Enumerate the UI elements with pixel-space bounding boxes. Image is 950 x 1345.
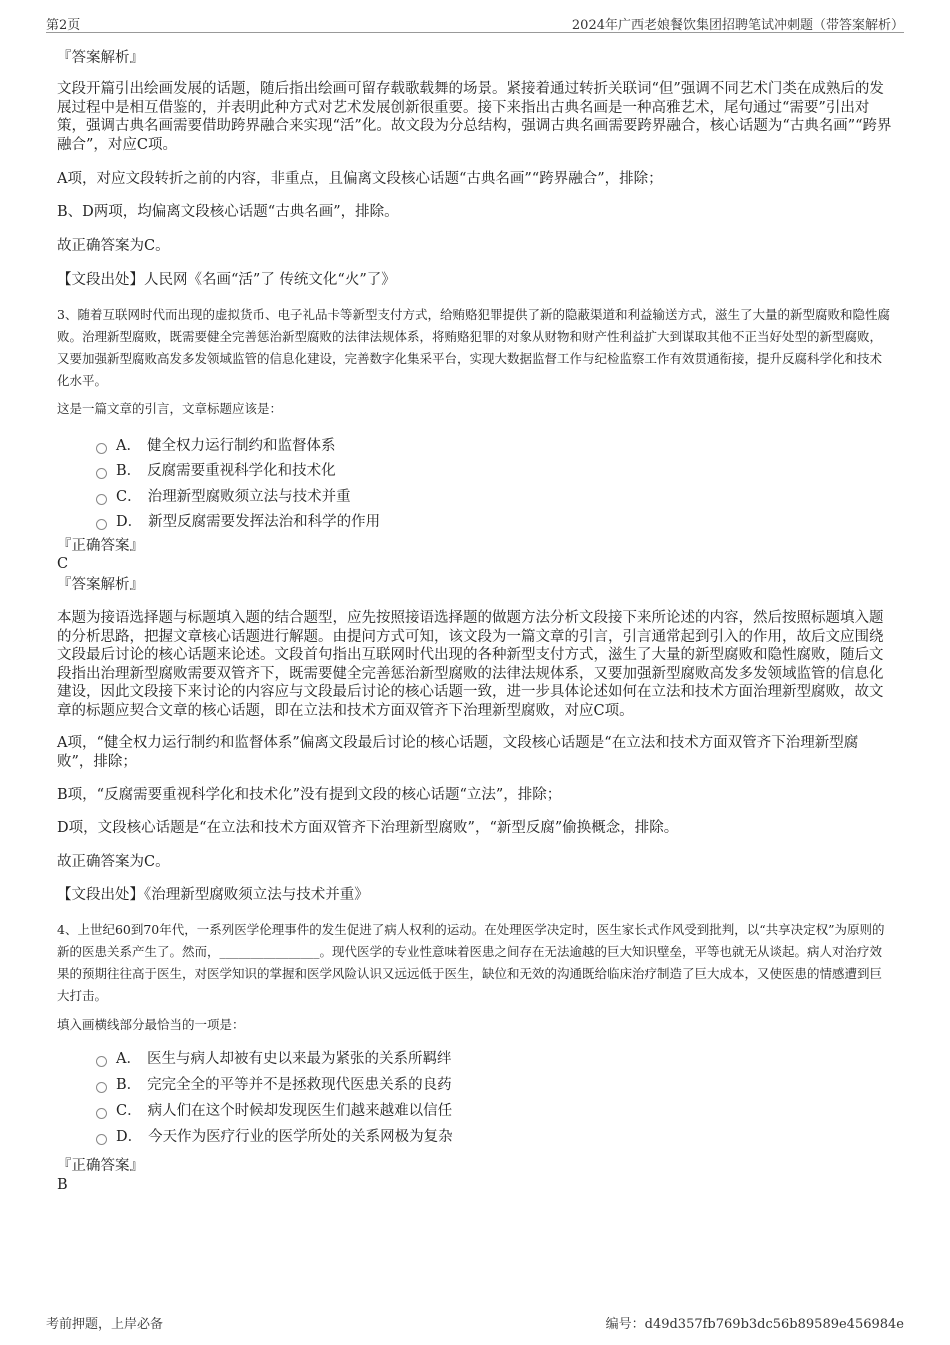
option-letter: A． [116, 438, 141, 454]
q4-stem [57, 919, 892, 1007]
option-letter: B． [116, 1077, 142, 1093]
q3-answer-label: 『正确答案』 [57, 538, 144, 554]
page-number: 第2页 [46, 18, 81, 33]
option-letter: D． [116, 1129, 143, 1145]
option-letter: B． [116, 463, 142, 479]
q4-option-b[interactable] [96, 1075, 452, 1095]
q4-answer-label: 『正确答案』 [57, 1158, 144, 1174]
radio-icon[interactable] [96, 1108, 107, 1119]
option-text: 医生与病人却被有史以来最为紧张的关系所羁绊 [146, 1051, 452, 1067]
q3-option-d[interactable] [96, 512, 380, 532]
q2-source: 【文段出处】人民网《名画“活”了 传统文化“火”了》 [57, 272, 396, 288]
q4-option-c[interactable] [96, 1101, 452, 1121]
document-code [606, 1313, 904, 1332]
q4-option-a[interactable] [96, 1049, 451, 1069]
option-text: 健全权力运行制约和监督体系 [146, 438, 336, 454]
q3-option-a[interactable] [96, 436, 335, 456]
q3-analysis-p2: A项，“健全权力运行制约和监督体系”偏离文段最后讨论的核心话题，文段核心话题是“在立法和技术方面双管齐下治理新型腐败”，排除； [57, 735, 859, 770]
radio-icon[interactable] [96, 468, 107, 479]
q3-analysis-p1: 本题为接语选择题与标题填入题的结合题型，应先按照接语选择题的做题方法分析文段接下来所论述的内容，然后按照标题填入题的分析思路，把握文章核心话题进行解题。由提问方式可知，该文段为一篇文章的引言，引言通常起到引入的作用，故后文应围绕文段最后讨论的核心话题来论述。文段首句指出互联网时代出现的各种新型支付方式，滋生了大量的新型腐败和隐性腐败，随后文段指出治理新型腐败需要双管齐下，既需要健全完善惩治新型腐败的法律法规体系，又要加强新型腐败高发多发领域监管的信息化建设，因此文段接下来讨论的内容应与文段最后讨论的核心话题一致，进一步具体论述如何在立法和技术方面治理新型腐败，故文章的标题应契合文章的核心话题，即在立法和技术方面双管齐下治理新型腐败，对应C项。 [57, 610, 884, 719]
q2-analysis-p3: B、D两项，均偏离文段核心话题“古典名画”，排除。 [57, 204, 399, 220]
q4-blank: ________________ [219, 944, 320, 959]
option-letter: C． [116, 1103, 142, 1119]
q3-analysis-p4: D项，文段核心话题是“在立法和技术方面双管齐下治理新型腐败”，“新型反腐”偷换概念，排除。 [57, 820, 679, 836]
option-letter: A． [116, 1051, 141, 1067]
radio-icon[interactable] [96, 1082, 107, 1093]
option-letter: C． [116, 489, 142, 505]
q3-option-b[interactable] [96, 461, 336, 481]
radio-icon[interactable] [96, 1134, 107, 1145]
q3-analysis-p5: 故正确答案为C。 [57, 854, 170, 870]
page-header [46, 14, 904, 33]
q4-stem-after: 。现代医学的专业性意味着医患之间存在无法逾越的巨大知识壁垒，平等也就无从谈起。病人对治疗效果的预期往往高于医生，对医学知识的掌握和医学风险认识又远远低于医生，缺位和无效的沟通既给临床治疗制造了巨大成本，又使医患的情感遭到巨大打击。 [57, 944, 883, 1003]
q4-question: 填入画横线部分最恰当的一项是： [57, 1017, 245, 1032]
q3-question: 这是一篇文章的引言，文章标题应该是： [57, 401, 283, 416]
document-title: 2024年广西老娘餐饮集团招聘笔试冲刺题（带答案解析） [571, 18, 904, 33]
q3-source: 【文段出处】《治理新型腐败须立法与技术并重》 [57, 887, 369, 903]
q3-analysis-p3: B项，“反腐需要重视科学化和技术化”没有提到文段的核心话题“立法”，排除； [57, 787, 562, 803]
option-text: 病人们在这个时候却发现医生们越来越难以信任 [147, 1103, 453, 1119]
option-letter: D． [116, 514, 143, 530]
q2-analysis-label: 『答案解析』 [57, 50, 144, 66]
q3-option-c[interactable] [96, 487, 351, 507]
radio-icon[interactable] [96, 494, 107, 505]
q4-answer: B [57, 1177, 68, 1193]
code-value: d49d357fb769b3dc56b89589e456984e [644, 1317, 904, 1332]
radio-icon[interactable] [96, 1056, 107, 1067]
q3-stem: 3、随着互联网时代而出现的虚拟货币、电子礼品卡等新型支付方式，给贿赂犯罪提供了新的隐蔽渠道和利益输送方式，滋生了大量的新型腐败和隐性腐败。治理新型腐败，既需要健全完善惩治新型腐败的法律法规体系，将贿赂犯罪的对象从财物和财产性利益扩大到谋取其他不正当好处型的新型腐败，又要加强新型腐败高发多发领域监管的信息化建设，完善数字化集采平台，实现大数据监督工作与纪检监察工作有效贯通衔接，提升反腐科学化和技术化水平。 [57, 307, 890, 388]
q3-answer: C [57, 556, 69, 572]
footer-slogan: 考前押题，上岸必备 [46, 1317, 164, 1332]
radio-icon[interactable] [96, 443, 107, 454]
option-text: 新型反腐需要发挥法治和科学的作用 [148, 514, 381, 530]
q2-analysis-p4: 故正确答案为C。 [57, 238, 170, 254]
radio-icon[interactable] [96, 519, 107, 530]
code-label: 编号： [605, 1317, 645, 1332]
option-text: 治理新型腐败须立法与技术并重 [147, 489, 351, 505]
option-text: 今天作为医疗行业的医学所处的关系网极为复杂 [148, 1129, 453, 1145]
q4-stem-before: 4、上世纪60到70年代，一系列医学伦理事件的发生促进了病人权利的运动。在处理医学决定时，医生家长式作风受到批判，以“共享决定权”为原则的新的医患关系产生了。然而， [57, 922, 885, 959]
q4-option-d[interactable] [96, 1127, 453, 1147]
q2-analysis-p2: A项，对应文段转折之前的内容，非重点，且偏离文段核心话题“古典名画”“跨界融合”，排除； [57, 171, 663, 187]
q3-analysis-label: 『答案解析』 [57, 577, 144, 593]
option-text: 反腐需要重视科学化和技术化 [147, 463, 336, 479]
q2-analysis-p1: 文段开篇引出绘画发展的话题，随后指出绘画可留存载歌载舞的场景。紧接着通过转折关联词“但”强调不同艺术门类在成熟后的发展过程中是相互借鉴的，并表明此种方式对艺术发展创新很重要。接下来指出古典名画是一种高雅艺术，尾句通过“需要”引出对策，强调古典名画需要借助跨界融合来实现“活”化。故文段为分总结构，强调古典名画需要跨界融合，核心话题为“古典名画”“跨界融合”，对应C项。 [57, 81, 892, 153]
option-text: 完完全全的平等并不是拯救现代医患关系的良药 [147, 1077, 452, 1093]
